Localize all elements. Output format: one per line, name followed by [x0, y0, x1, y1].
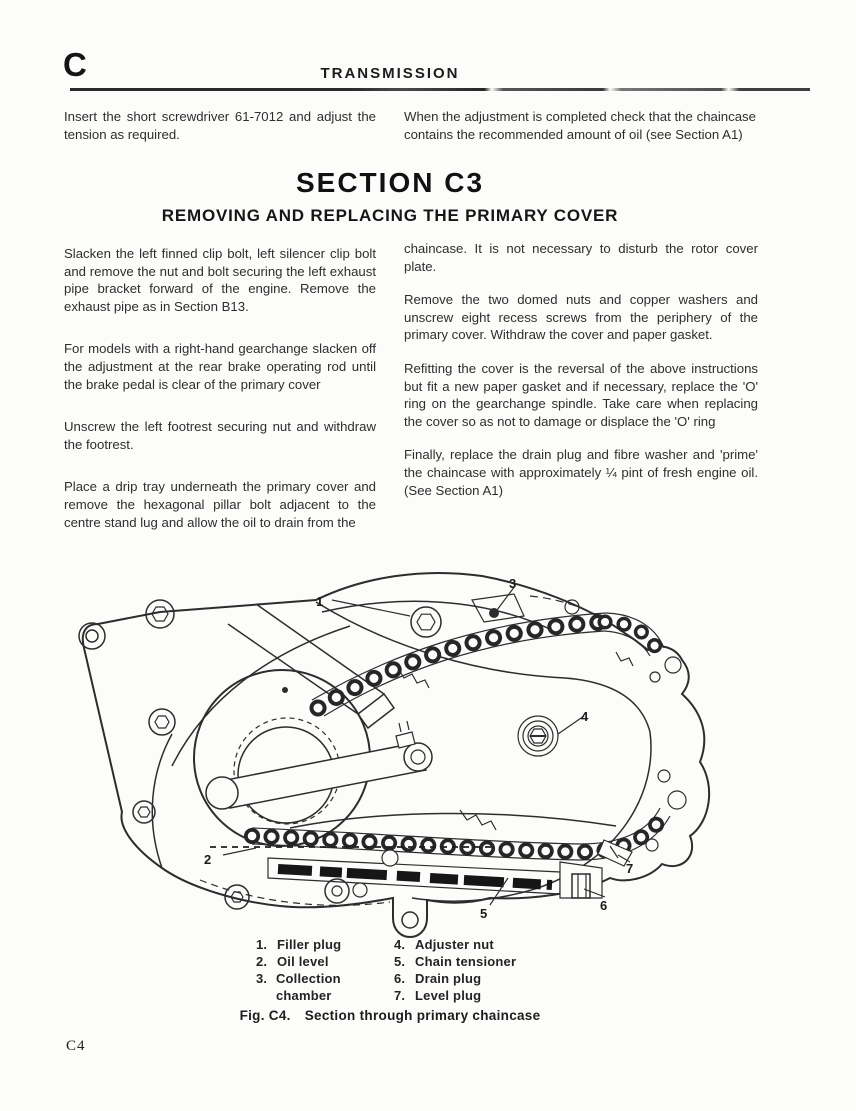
paragraph: chaincase. It is not necessary to disturb the rotor cover plate.: [404, 241, 758, 274]
paragraph: Finally, replace the drain plug and fibre washer and 'prime' the chaincase with approximately ¼ pint of fresh engine oil. (See Section A1): [404, 447, 758, 498]
legend-number: 5.: [394, 954, 406, 969]
paragraph: Slacken the left finned clip bolt, left silencer clip bolt and remove the nut and bolt securing the left exhaust pipe bracket forward of the engine. Remove the exhaust pipe as in Section B13.: [64, 246, 376, 314]
section-heading: SECTION C3: [295, 167, 485, 198]
legend-item: [256, 970, 394, 1004]
page-title: TRANSMISSION: [320, 65, 460, 82]
filler-plug: [411, 607, 441, 637]
paragraph: Place a drip tray underneath the primary cover and remove the hexagonal pillar bolt adjacent to the centre stand lug and allow the oil to drain from the: [64, 479, 376, 530]
callout-2: 2: [204, 852, 212, 867]
legend-item: [394, 970, 516, 987]
callout-7: 7: [626, 861, 634, 876]
legend-number: 6.: [394, 971, 406, 986]
legend-item: [394, 987, 516, 1004]
drain-plug: [560, 862, 602, 898]
figure-legend: [256, 936, 516, 1004]
legend-label: Chain tensioner: [415, 954, 517, 969]
legend-column-right: [394, 936, 516, 1004]
legend-number: 3.: [256, 971, 268, 986]
callout-1: 1: [316, 594, 324, 609]
primary-chaincase-diagram: [60, 560, 740, 940]
header-rule: [70, 88, 810, 91]
paragraph: Refitting the cover is the reversal of the above instructions but fit a new paper gasket and if necessary, replace the 'O' ring on the gearchange spindle. Take care when replacing the cover so as not to damage or displace the 'O' ring: [404, 360, 758, 429]
paragraph: Remove the two domed nuts and copper washers and unscrew eight recess screws from the periphery of the primary cover. Withdraw the cover and paper gasket.: [404, 292, 758, 343]
figure-caption: [0, 1008, 780, 1023]
callout-3: 3: [509, 576, 517, 591]
figure-caption-text: Section through primary chaincase: [304, 1008, 541, 1023]
legend-label: Drain plug: [415, 971, 482, 986]
chain-tensioner-blade: [268, 850, 560, 897]
intro-paragraph-right: When the adjustment is completed check that the chaincase contains the recommended amount of oil (see Section A1): [404, 109, 756, 142]
legend-label: Adjuster nut: [415, 937, 494, 952]
legend-label: Oil level: [277, 954, 329, 969]
figure-caption-number: Fig. C4.: [239, 1008, 291, 1023]
legend-item: [394, 936, 516, 953]
page-number: C4: [66, 1038, 86, 1054]
legend-label: Filler plug: [277, 937, 342, 952]
section-letter: C: [63, 46, 88, 83]
legend-number: 4.: [394, 937, 406, 952]
callout-4: 4: [581, 709, 589, 724]
section-subheading: REMOVING AND REPLACING THE PRIMARY COVER: [161, 206, 619, 225]
legend-column-left: [256, 936, 394, 1004]
legend-number: 1.: [256, 937, 268, 952]
legend-label: Collection chamber: [275, 971, 341, 1003]
paragraph: For models with a right-hand gearchange slacken off the adjustment at the rear brake operating rod until the brake pedal is clear of the primary cover: [64, 341, 376, 392]
intro-paragraph-left: Insert the short screwdriver 61-7012 and adjust the tension as required.: [64, 109, 376, 142]
body-column-right: [404, 240, 758, 515]
body-column-left: [64, 245, 376, 556]
legend-number: 7.: [394, 988, 406, 1003]
legend-item: [256, 953, 394, 970]
legend-number: 2.: [256, 954, 268, 969]
legend-item: [256, 936, 394, 953]
tensioner-lever: [206, 721, 432, 809]
paragraph: Unscrew the left footrest securing nut and withdraw the footrest.: [64, 419, 376, 452]
callout-5: 5: [480, 906, 488, 921]
adjuster-nut: [518, 716, 558, 756]
legend-label: Level plug: [415, 988, 482, 1003]
callout-6: 6: [600, 898, 608, 913]
legend-item: [394, 953, 516, 970]
